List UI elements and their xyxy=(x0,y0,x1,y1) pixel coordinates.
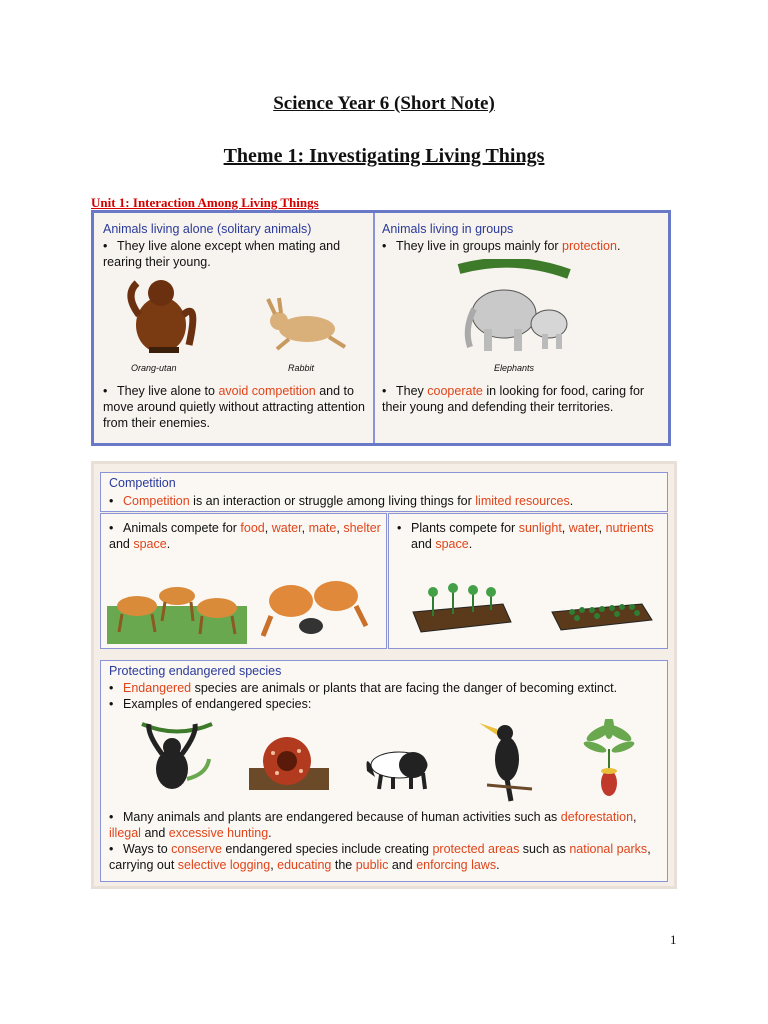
gibbon-illustration xyxy=(137,719,217,799)
competition-box xyxy=(100,472,668,512)
unit-title: Unit 1: Interaction Among Living Things xyxy=(91,195,319,210)
foxes-illustration xyxy=(261,566,371,644)
endangered-bullet-2: • Examples of endangered species: xyxy=(109,697,312,711)
plants-compete-text: • Plants compete for sunlight, water, nutrients and space. xyxy=(397,521,654,551)
deer-illustration xyxy=(107,566,247,644)
tapir-illustration xyxy=(363,745,435,791)
animals-compete-box xyxy=(100,513,387,649)
competition-heading: Competition xyxy=(109,476,176,490)
living-panel xyxy=(91,210,671,446)
group-heading: Animals living in groups xyxy=(382,222,514,236)
solitary-bullet-1: • They live alone except when mating and rearing their young. xyxy=(103,239,341,269)
competition-panel xyxy=(91,461,677,889)
endangered-bullet-1: • Endangered species are animals or plants that are facing the danger of becoming extinct. xyxy=(109,681,618,695)
theme-title: Theme 1: Investigating Living Things xyxy=(223,145,545,167)
rafflesia-illustration xyxy=(249,733,329,793)
doc-title: Science Year 6 (Short Note) xyxy=(273,93,495,114)
pitcher-plant-illustration xyxy=(579,719,639,799)
solitary-heading: Animals living alone (solitary animals) xyxy=(103,222,312,236)
sparse-plants-illustration xyxy=(403,582,513,634)
endangered-bullet-3: • Many animals and plants are endangered because of human activities such as deforestation, illegal and excessive hunting. xyxy=(109,810,637,840)
hornbill-illustration xyxy=(477,719,537,803)
group-bullet-1: • They live in groups mainly for protection. xyxy=(382,239,621,253)
rabbit-illustration xyxy=(259,297,349,352)
rabbit-caption: Rabbit xyxy=(288,363,315,373)
panel-divider xyxy=(373,213,375,443)
plants-compete-box xyxy=(388,513,668,649)
crowded-plants-illustration xyxy=(547,590,657,634)
elephants-illustration xyxy=(454,259,574,359)
endangered-heading: Protecting endangered species xyxy=(109,664,282,678)
competition-bullet: • Competition is an interaction or struggle among living things for limited resources. xyxy=(109,494,574,508)
orangutan-caption: Orang-utan xyxy=(131,363,177,373)
orangutan-illustration xyxy=(119,275,204,360)
solitary-bullet-2: • They live alone to avoid competition and to move around quietly without attracting attention from their enemies. xyxy=(103,384,365,430)
page-number: 1 xyxy=(670,932,677,947)
endangered-bullet-4: • Ways to conserve endangered species include creating protected areas such as national parks, carrying out selective logging, educating the public and enforcing laws. xyxy=(109,842,651,872)
animals-compete-text: • Animals compete for food, water, mate, shelter and space. xyxy=(109,521,381,551)
elephants-caption: Elephants xyxy=(494,363,535,373)
group-bullet-2: • They cooperate in looking for food, caring for their young and defending their territories. xyxy=(382,384,645,414)
endangered-box xyxy=(100,660,668,882)
